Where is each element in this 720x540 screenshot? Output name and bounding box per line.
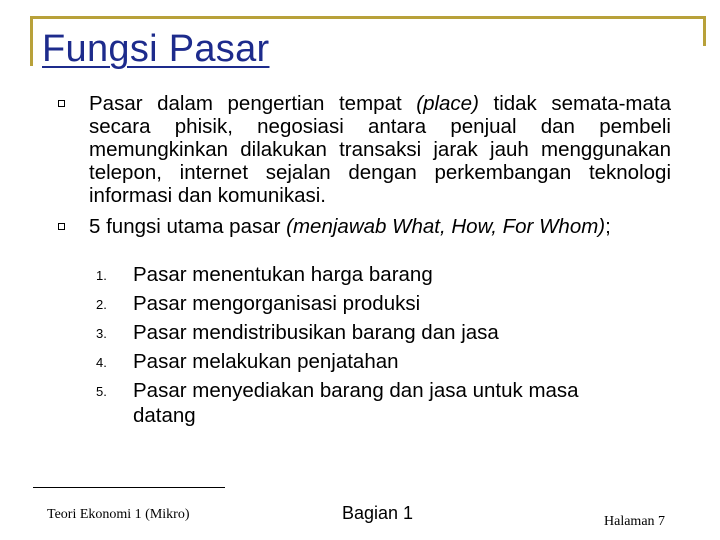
footer-divider [33,487,225,488]
footer-page-number: Halaman 7 [604,514,666,529]
bullet-2-text-a: 5 fungsi utama pasar [89,215,287,238]
list-item: Pasar menentukan harga barang [133,263,433,286]
bullet-1-text-a: Pasar dalam pengertian tempat [89,92,417,115]
bullet-paragraph-2 [89,215,671,238]
footer-course-title: Teori Ekonomi 1 (Mikro) [47,507,190,522]
list-item-number: 4. [96,355,107,370]
list-item-continuation: datang [133,404,196,427]
bullet-2-text-em: (menjawab What, How, For Whom) [286,215,606,238]
list-item-number: 1. [96,268,107,283]
footer-section-label: Bagian 1 [342,503,414,523]
bullet-paragraph-1 [89,92,671,207]
list-item-number: 5. [96,384,107,399]
list-item: Pasar melakukan penjatahan [133,350,399,373]
list-item: Pasar mendistribusikan barang dan jasa [133,321,499,344]
frame-right-line [703,16,706,46]
slide-title: Fungsi Pasar [42,28,270,70]
bullet-2-text-b: ; [605,215,611,238]
list-item-number: 2. [96,297,107,312]
bullet-square-icon [58,100,65,107]
frame-left-line [30,16,33,66]
bullet-square-icon [58,223,65,230]
list-item: Pasar mengorganisasi produksi [133,292,421,315]
list-item-number: 3. [96,326,107,341]
bullet-1-text-b: tidak semata-mata secara phisik, negosiasi antara penjual dan pembeli memungkinkan dilakukan transaksi jarak jauh menggunakan telepon, internet sejalan dengan perkembangan teknologi informasi dan komunikasi. [89,92,671,207]
bullet-1-text-em: (place) [416,92,479,115]
list-item: Pasar menyediakan barang dan jasa untuk masa [133,379,579,402]
frame-top-line [30,16,706,19]
